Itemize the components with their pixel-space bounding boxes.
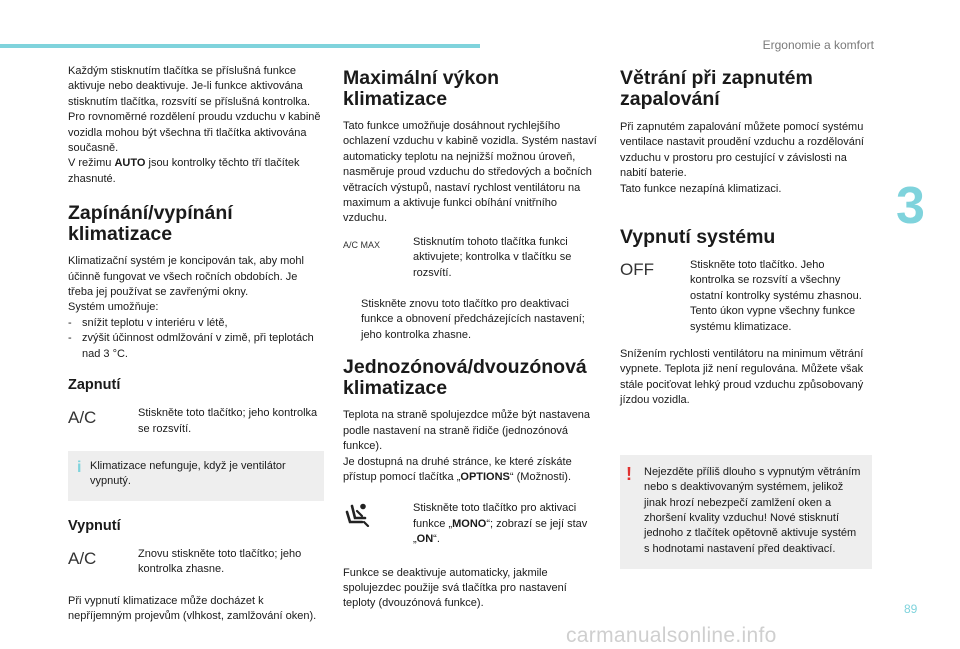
onoff-heading: Zapínání/vypínání klimatizace xyxy=(68,202,233,246)
zone-note: Funkce se deaktivuje automaticky, jakmile spolujezdec použije svá tlačítka pro nastavení teploty (dvouzónová funkce). xyxy=(343,566,567,610)
max-heading: Maximální výkon klimatizace xyxy=(343,67,500,110)
column-2 xyxy=(343,64,599,612)
header-accent-bar xyxy=(0,44,480,48)
intro-paragraph: Každým stisknutím tlačítka se příslušná funkce aktivuje nebo deaktivuje. Je-li funkce aktivována stisknutím tlačítka, rozsvítí se příslušná kontrolka. Pro rovnoměrné rozdělení proudu vzduchu v kabině vozidla mohou být všechna tři tlačítka aktivována současně. xyxy=(68,65,321,155)
arrow-icon xyxy=(343,297,361,343)
vypnuti-note: Při vypnutí klimatizace může docházet k nepříjemným projevům (vlhkost, zamlžování oken). xyxy=(68,594,317,623)
acmax-off-instruction: Stiskněte znovu toto tlačítko pro deaktivaci funkce a obnovení předcházejících nastavení; jeho kontrolka zhasne. xyxy=(343,297,599,343)
vypnuti-heading: Vypnutí xyxy=(68,517,121,534)
vypnuti-instruction: A/C Znovu stiskněte toto tlačítko; jeho kontrolka zhasne. xyxy=(68,547,302,576)
vent-paragraph-2: Tato funkce nezapíná klimatizaci. xyxy=(620,182,782,195)
zone-heading: Jednozónová/dvouzónová klimatizace xyxy=(343,356,587,400)
off-note: Snížením rychlosti ventilátoru na minimum větrání vypnete. Teplota již není regulována. Můžete však stále pociťovat lehký proud vzduchu způsobovaný jízdou vozidla. xyxy=(620,348,864,407)
off-button-label: OFF xyxy=(620,260,654,280)
column-3 xyxy=(620,64,872,569)
off-instruction: OFF Stiskněte toto tlačítko. Jeho kontrolka se rozsvítí a všechny ostatní kontrolky systému zhasnou. Tento úkon vypne všechny funkce systému klimatizace. xyxy=(620,259,862,333)
arrow-icon xyxy=(399,501,413,502)
zone-options-paragraph: Je dostupná na druhé stránce, ke které získáte přístup pomocí tlačítka „OPTIONS“ (Možnosti). xyxy=(343,455,572,483)
arrow-icon xyxy=(399,235,413,236)
page-number: 89 xyxy=(904,602,918,616)
arrow-icon xyxy=(676,258,690,259)
arrow-icon xyxy=(124,406,138,407)
zone-paragraph: Teplota na straně spolujezdce může být nastavena podle nastavení na straně řidiče (jednozónová funkce). xyxy=(343,409,591,453)
mono-instruction: Stiskněte toto tlačítko pro aktivaci funkce „MONO“; zobrazí se její stav „ON“. xyxy=(343,501,599,547)
list-item: - zvýšit účinnost odmlžování v zimě, při teplotách nad 3 °C. xyxy=(68,332,314,360)
max-paragraph: Tato funkce umožňuje dosáhnout rychlejšího ochlazení vzduchu v kabině vozidla. Systém nastaví automaticky teplotu na nejnižší možnou úroveň, nasměruje proud vzduchu do středových a bočních větracích výstupů, nastaví rychlost ventilátoru na maximum a aktivuje funkci obíhání vnitřního vzduchu. xyxy=(343,120,597,225)
list-item: - snížit teplotu v interiéru v létě, xyxy=(68,316,228,329)
warning-icon: ! xyxy=(626,463,632,484)
onoff-paragraph: Klimatizační systém je koncipován tak, aby mohl účinně fungovat ve všech ročních obdobích. Je třeba jej používat se zavřenými okny. xyxy=(68,255,304,299)
arrow-icon xyxy=(124,547,138,548)
info-icon: i xyxy=(77,458,82,476)
column-1 xyxy=(68,64,324,625)
ac-button-label: A/C xyxy=(68,548,97,568)
auto-paragraph: V režimu AUTO jsou kontrolky těchto tří tlačítek zhasnuté. xyxy=(68,157,300,185)
onoff-allows: Systém umožňuje: xyxy=(68,301,159,314)
acmax-instruction: A/C MAX Stisknutím tohoto tlačítka funkci aktivujete; kontrolka v tlačítku se rozsvítí. xyxy=(343,235,572,279)
ac-button-label: A/C xyxy=(68,408,97,428)
warning-box: ! Nejezděte příliš dlouho s vypnutým větráním nebo s deaktivovaným systémem, jelikož jinak hrozí nebezpečí zamlžení oken a zhoršení kvality vzduchu! Nové stisknutí jednoho z tlačítek opětovně aktivuje systém s hodnotami nastavení před deaktivací. xyxy=(620,455,872,569)
vent-heading: Větrání při zapnutém zapalování xyxy=(620,67,813,110)
watermark: carmanualsonline.info xyxy=(566,624,777,647)
zapnuti-instruction: A/C Stiskněte toto tlačítko; jeho kontrolka se rozsvítí. xyxy=(68,407,318,435)
zapnuti-heading: Zapnutí xyxy=(68,377,121,394)
off-heading: Vypnutí systému xyxy=(620,226,776,249)
info-box: i Klimatizace nefunguje, když je ventilátor vypnutý. xyxy=(68,451,324,501)
section-title: Ergonomie a komfort xyxy=(762,38,874,52)
chapter-number: 3 xyxy=(896,177,925,235)
acmax-button-label: A/C MAX xyxy=(343,239,381,250)
vent-paragraph: Při zapnutém zapalování můžete pomocí systému ventilace nastavit proudění vzduchu a rozdělování vzduchu v prostoru pro cestující v závislosti na nabití baterie. xyxy=(620,121,864,180)
passenger-seat-icon xyxy=(343,501,399,532)
